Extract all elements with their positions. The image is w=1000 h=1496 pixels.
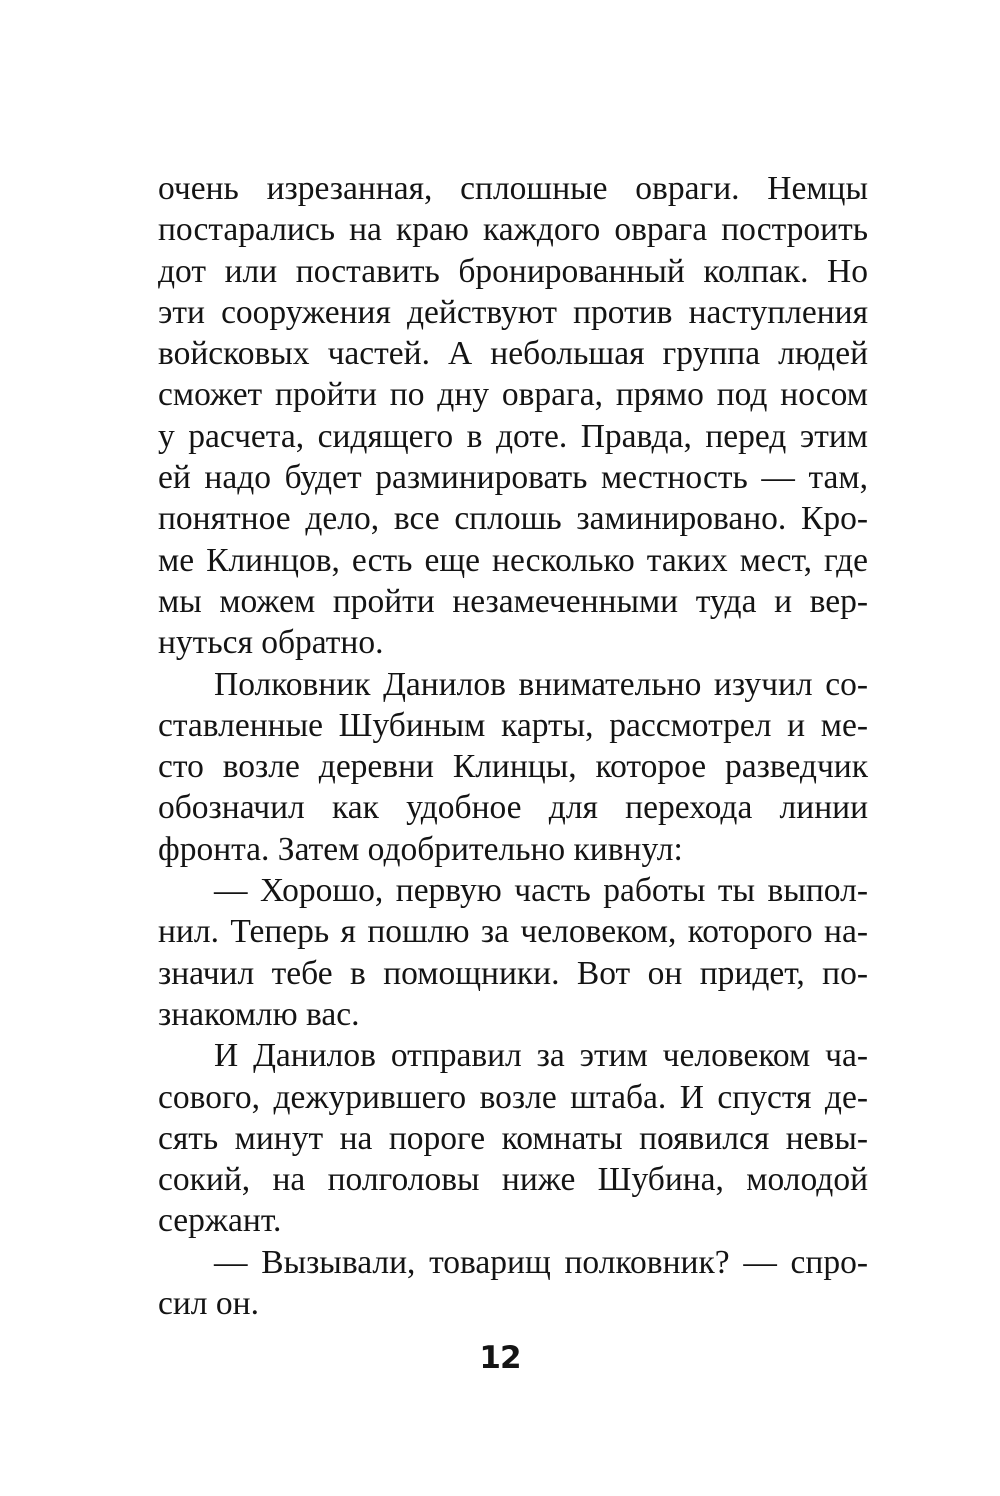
- text-line: — Хорошо, первую часть работы ты выпол-: [214, 872, 868, 910]
- text-line: ставленные Шубиным карты, рассмотрел и ме-: [158, 706, 868, 744]
- text-line: постарались на краю каждого оврага построить: [158, 211, 868, 249]
- text-line: ей надо будет разминировать местность — там,: [158, 459, 868, 497]
- text-line: И Данилов отправил за этим человеком ча-: [214, 1037, 868, 1075]
- page-number: 12: [479, 1340, 521, 1376]
- text-line: у расчета, сидящего в доте. Правда, перед этим: [158, 417, 868, 455]
- text-line: ме Клинцов, есть еще несколько таких мест, где: [158, 541, 868, 579]
- text-line: фронта. Затем одобрительно кивнул:: [158, 830, 683, 868]
- text-line: войсковых частей. А небольшая группа людей: [158, 335, 868, 373]
- text-line: дот или поставить бронированный колпак. Но: [158, 252, 868, 290]
- text-line: сто возле деревни Клинцы, которое разведчик: [158, 748, 868, 786]
- text-line: нил. Теперь я пошлю за человеком, которого на-: [158, 913, 868, 951]
- text-line: Полковник Данилов внимательно изучил со-: [214, 665, 868, 703]
- text-line: очень изрезанная, сплошные овраги. Немцы: [158, 170, 868, 207]
- text-line: обозначил как удобное для перехода линии: [158, 789, 868, 827]
- text-line: сержант.: [158, 1202, 282, 1240]
- text-line: сять минут на пороге комнаты появился невы-: [158, 1119, 868, 1157]
- text-line: понятное дело, все сплошь заминировано. Кро-: [158, 500, 868, 538]
- text-line: сил он.: [158, 1285, 259, 1323]
- text-line: нуться обратно.: [158, 624, 384, 662]
- body-text: [158, 168, 868, 1324]
- text-line: значил тебе в помощники. Вот он придет, по-: [158, 954, 868, 992]
- text-line: сокий, на полголовы ниже Шубина, молодой: [158, 1161, 868, 1199]
- text-line: сового, дежурившего возле штаба. И спустя де-: [158, 1078, 868, 1116]
- text-line: — Вызывали, товарищ полковник? — спро-: [214, 1243, 868, 1281]
- text-line: эти сооружения действуют против наступления: [158, 293, 868, 331]
- text-line: знакомлю вас.: [158, 995, 360, 1033]
- text-line: сможет пройти по дну оврага, прямо под носом: [158, 376, 868, 414]
- text-line: мы можем пройти незамеченными туда и вер-: [158, 582, 868, 620]
